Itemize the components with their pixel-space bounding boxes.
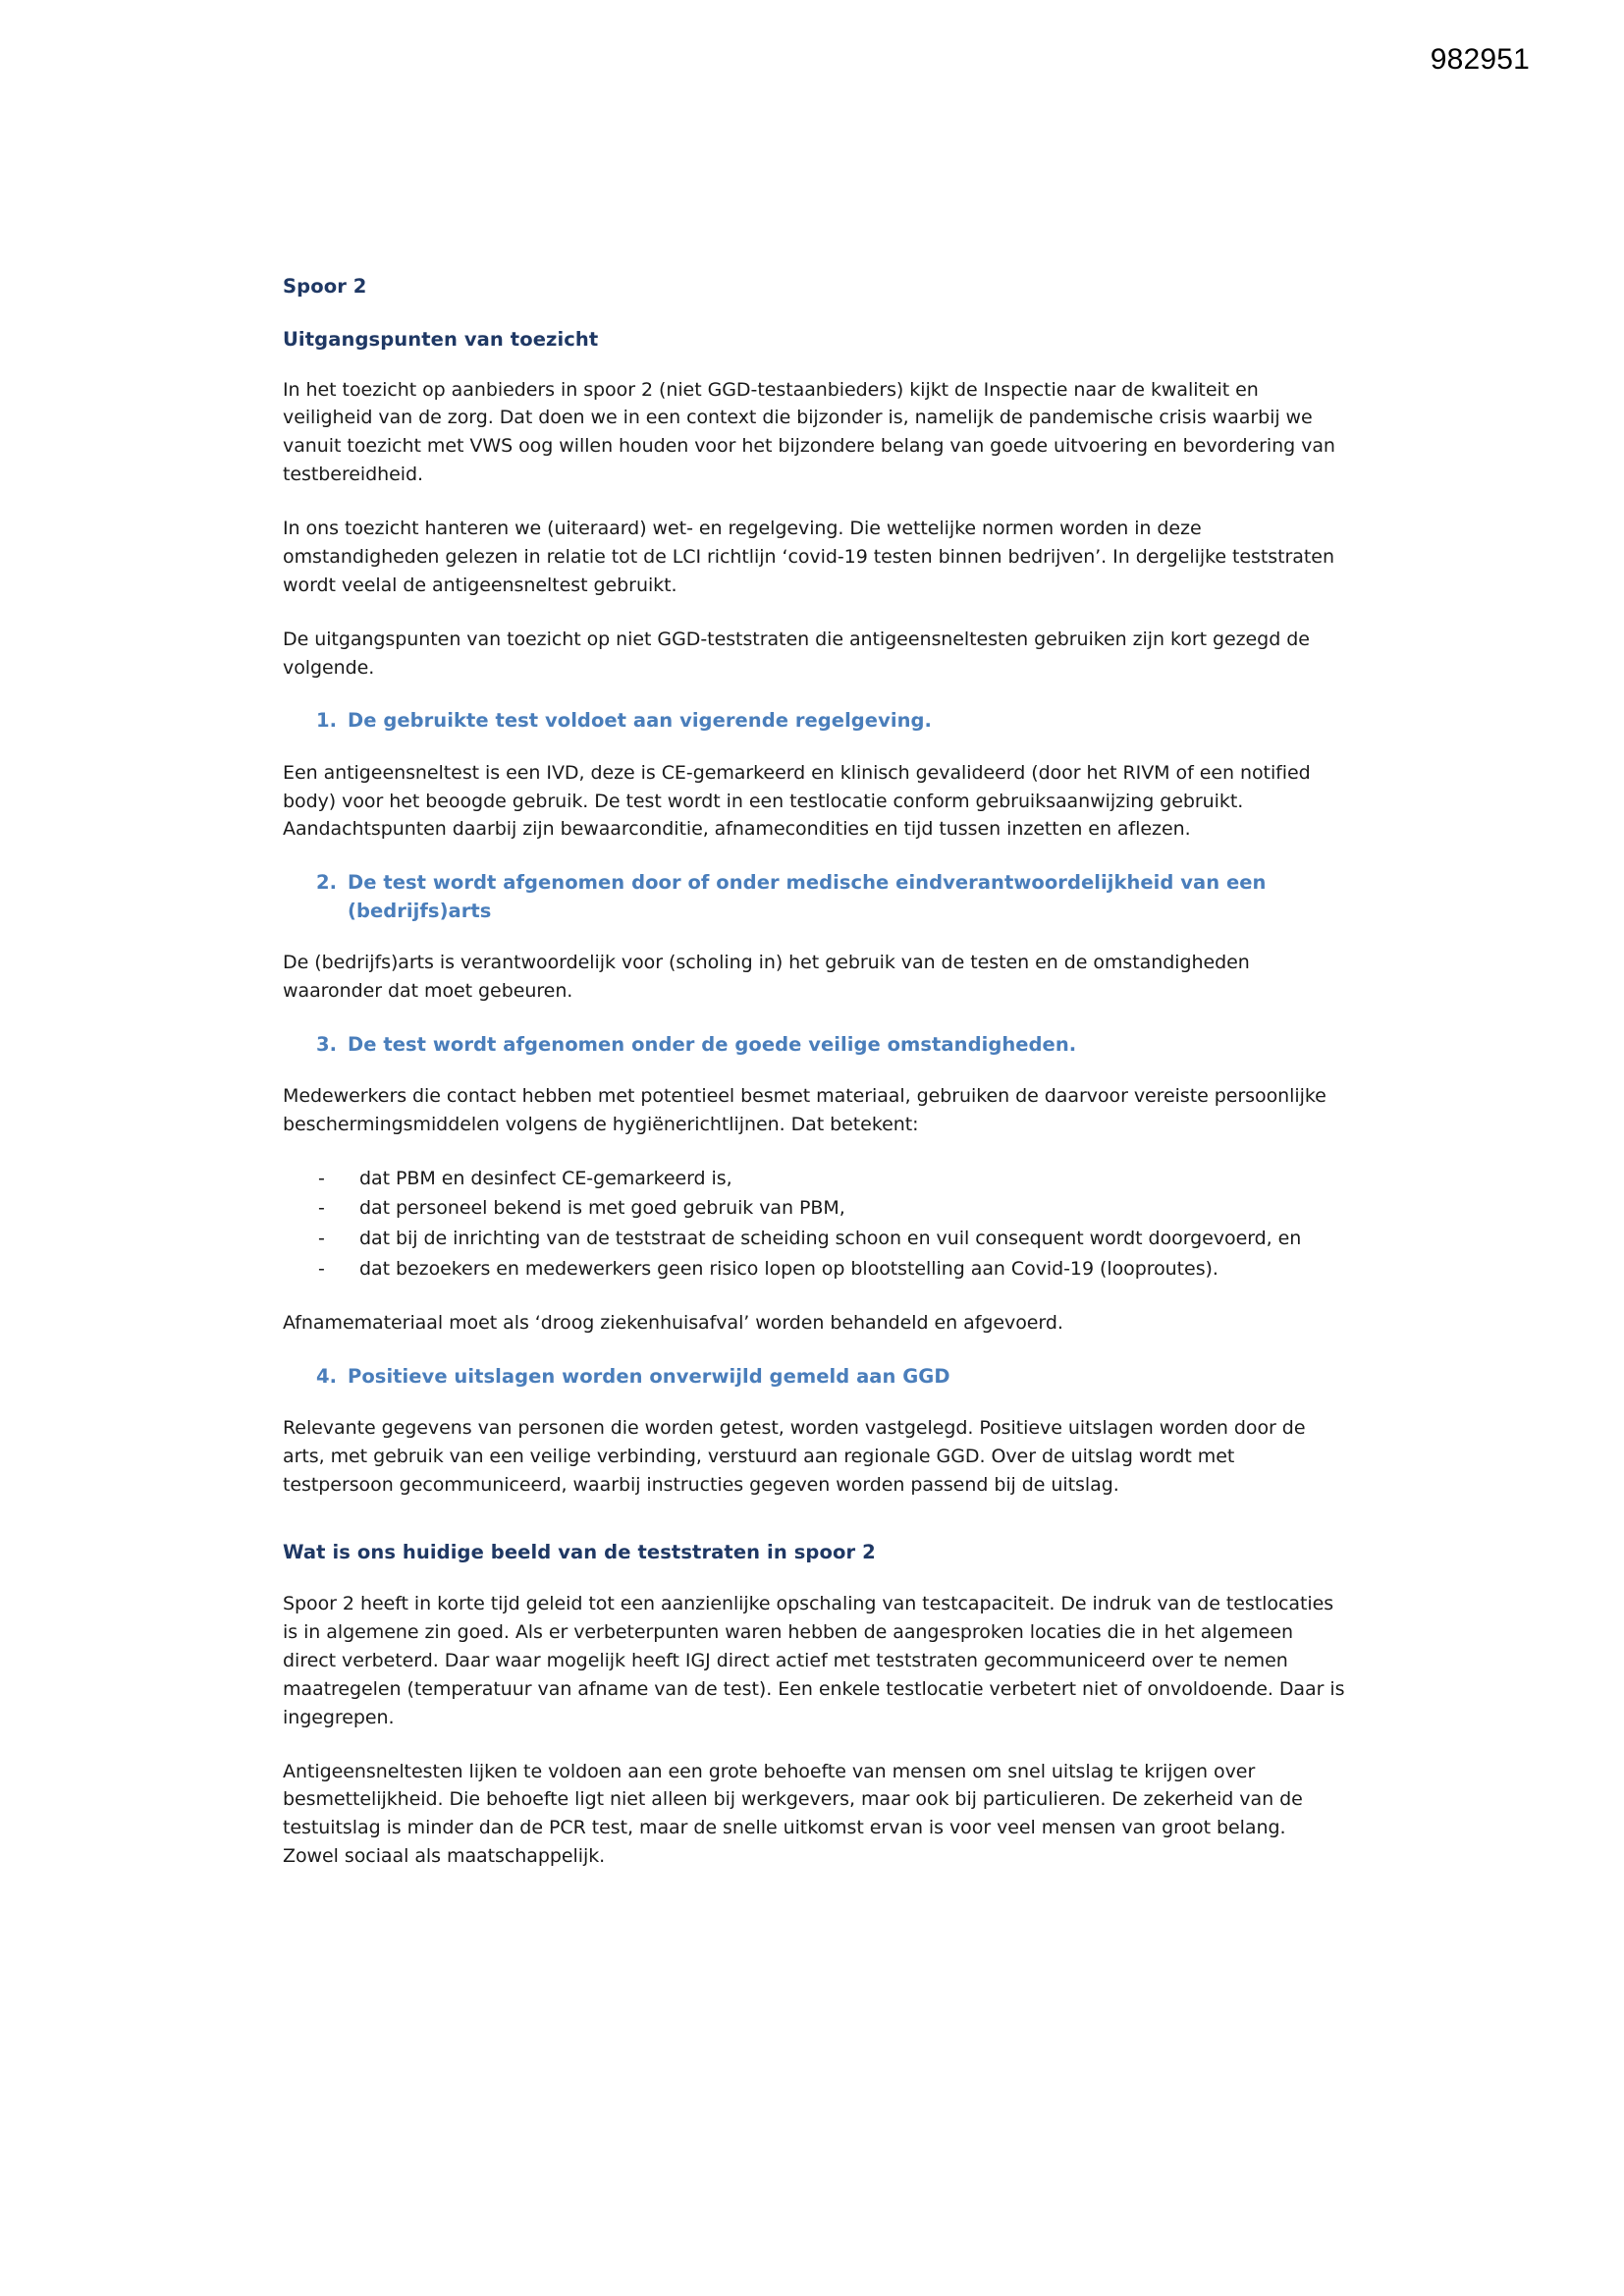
page-title: Spoor 2 bbox=[283, 275, 367, 298]
numbered-item-3-number: 3. bbox=[316, 1032, 338, 1056]
paragraph-intro-2: In ons toezicht hanteren we (uiteraard) wet- en regelgeving. Die wettelijke normen worden in deze omstandigheden gelezen in relatie tot de LCI richtlijn ‘covid-19 testen binnen bedrijven’. In dergelijke teststraten wordt veelal de antigeensneltest gebruikt. bbox=[283, 518, 1334, 596]
list-item bbox=[283, 1225, 1345, 1253]
dash-marker-icon: - bbox=[318, 1258, 325, 1281]
paragraph-waste-handling: Afnamemateriaal moet als ‘droog ziekenhuisafval’ worden behandeld en afgevoerd. bbox=[283, 1312, 1063, 1335]
paragraph-after-item-4: Relevante gegevens van personen die worden getest, worden vastgelegd. Positieve uitslagen worden door de arts, met gebruik van een veilige verbinding, verstuurd aan regionale GGD. Over de uitslag wordt met testpersoon gecommuniceerd, waarbij instructies gegeven worden passend bij de uitslag. bbox=[283, 1417, 1306, 1496]
numbered-item-2-number: 2. bbox=[316, 871, 338, 895]
paragraph-after-item-3: Medewerkers die contact hebben met potentieel besmet materiaal, gebruiken de daarvoor vereiste persoonlijke beschermingsmiddelen volgens de hygiënerichtlijnen. Dat betekent: bbox=[283, 1084, 1326, 1135]
numbered-item-1-number: 1. bbox=[316, 709, 338, 733]
numbered-item-3-label: De test wordt afgenomen onder de goede veilige omstandigheden. bbox=[348, 1032, 1077, 1056]
numbered-item-4-number: 4. bbox=[316, 1364, 338, 1388]
page-header-number: 982951 bbox=[1430, 43, 1530, 76]
paragraph-picture-1: Spoor 2 heeft in korte tijd geleid tot een aanzienlijke opschaling van testcapaciteit. De indruk van de testlocaties is in algemene zin goed. Als er verbeterpunten waren hebben de aangesproken locaties die in het algemeen direct verbeterd. Daar waar mogelijk heeft IGJ direct actief met teststraten gecommuniceerd over te nemen maatregelen (temperatuur van afname van de test). Een enkele testlocatie verbetert niet of onvoldoende. Daar is ingegrepen. bbox=[283, 1593, 1345, 1728]
paragraph-after-item-1: Een antigeensneltest is een IVD, deze is CE-gemarkeerd en klinisch gevalideerd (door het RIVM of een notified body) voor het beoogde gebruik. De test wordt in een testlocatie conform gebruiksaanwijzing gebruikt. Aandachtspunten daarbij zijn bewaarconditie, afnamecondities en tijd tussen inzetten en aflezen. bbox=[283, 761, 1311, 841]
list-item bbox=[283, 1165, 1345, 1193]
document-content bbox=[283, 273, 1345, 1871]
list-item-text: dat PBM en desinfect CE-gemarkeerd is, bbox=[359, 1167, 732, 1189]
paragraph-after-item-2: De (bedrijfs)arts is verantwoordelijk voor (scholing in) het gebruik van de testen en de omstandigheden waaronder dat moet gebeuren. bbox=[283, 951, 1250, 1002]
numbered-item-3 bbox=[283, 1031, 1345, 1059]
numbered-item-1 bbox=[283, 707, 1345, 735]
paragraph-intro-1: In het toezicht op aanbieders in spoor 2 (niet GGD-testaanbieders) kijkt de Inspectie naar de kwaliteit en veiligheid van de zorg. Dat doen we in een context die bijzonder is, namelijk de pandemische crisis waarbij we vanuit toezicht met VWS oog willen houden voor het bijzondere belang van goede uitvoering en bevordering van testbereidheid. bbox=[283, 378, 1335, 486]
list-item-text: dat bezoekers en medewerkers geen risico lopen op blootstelling aan Covid-19 (looproutes). bbox=[359, 1258, 1218, 1281]
numbered-item-4-label: Positieve uitslagen worden onverwijld gemeld aan GGD bbox=[348, 1364, 950, 1388]
list-item bbox=[283, 1194, 1345, 1223]
list-item-text: dat bij de inrichting van de teststraat de scheiding schoon en vuil consequent wordt doorgevoerd, en bbox=[359, 1228, 1302, 1250]
paragraph-intro-3: De uitgangspunten van toezicht op niet GGD-teststraten die antigeensneltesten gebruiken zijn kort gezegd de volgende. bbox=[283, 628, 1310, 679]
numbered-item-2-label: De test wordt afgenomen door of onder medische eindverantwoordelijkheid van een (bedrijfs)arts bbox=[348, 871, 1267, 922]
numbered-item-1-label: De gebruikte test voldoet aan vigerende regelgeving. bbox=[348, 709, 932, 733]
paragraph-picture-2: Antigeensneltesten lijken te voldoen aan een grote behoefte van mensen om snel uitslag te krijgen over besmettelijkheid. Die behoefte ligt niet alleen bij werkgevers, maar ook bij particulieren. De zekerheid van de testuitslag is minder dan de PCR test, maar de snelle uitkomst ervan is voor veel mensen van groot belang. Zowel sociaal als maatschappelijk. bbox=[283, 1760, 1303, 1868]
dash-marker-icon: - bbox=[318, 1167, 325, 1189]
list-item-text: dat personeel bekend is met goed gebruik van PBM, bbox=[359, 1197, 845, 1220]
dash-marker-icon: - bbox=[318, 1228, 325, 1250]
dash-marker-icon: - bbox=[318, 1197, 325, 1220]
section-heading-uitgangspunten: Uitgangspunten van toezicht bbox=[283, 328, 599, 352]
dashed-bullet-list bbox=[283, 1165, 1345, 1285]
numbered-item-2 bbox=[283, 869, 1345, 925]
numbered-item-4 bbox=[283, 1363, 1345, 1391]
list-item bbox=[283, 1255, 1345, 1284]
section-heading-huidige-beeld: Wat is ons huidige beeld van de teststraten in spoor 2 bbox=[283, 1540, 876, 1563]
